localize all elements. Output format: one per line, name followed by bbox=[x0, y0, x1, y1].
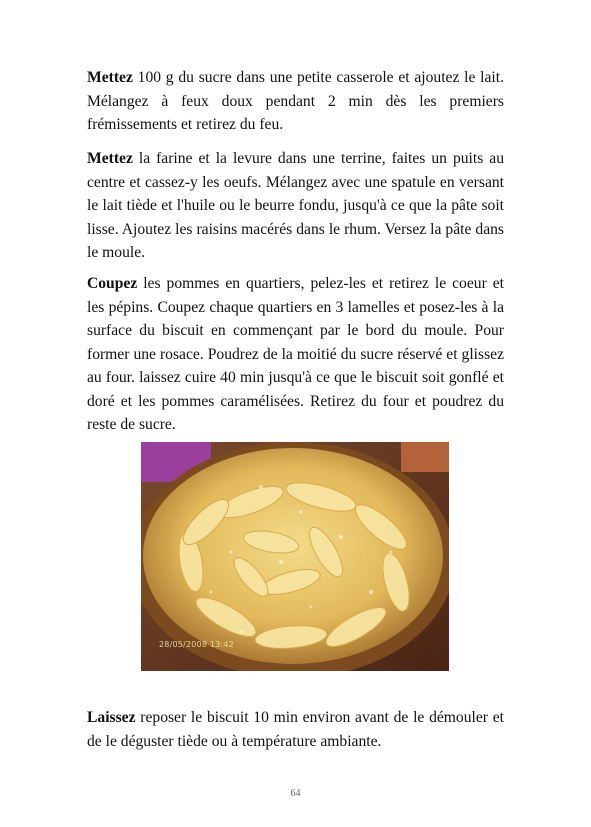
step-text: reposer le biscuit 10 min environ avant de le démouler et de le déguster tiède ou à température ambiante. bbox=[87, 709, 504, 750]
step-text: la farine et la levure dans une terrine, faites un puits au centre et cassez-y les oeufs. Mélangez avec une spatule en versant le lait tiède et l'huile ou le beurre fondu, jusqu'à ce que la pâte soit lisse. Ajoutez les raisins macérés dans le rhum. Versez la pâte dans le moule. bbox=[87, 150, 504, 261]
step-lead-word: Laissez bbox=[87, 709, 136, 726]
paragraph-step-4 bbox=[87, 706, 504, 753]
step-text: les pommes en quartiers, pelez-les et retirez le coeur et les pépins. Coupez chaque quartiers en 3 lamelles et posez-les à la surface du biscuit en commençant par le bord du moule. Pour former une rosace. Poudrez de la moitié du sucre réservé et glissez au four. laissez cuire 40 min jusqu'à ce que le biscuit soit gonflé et doré et les pommes caramélisées. Retirez du four et poudrez du reste de sucre. bbox=[87, 275, 504, 433]
apple-cake-illustration bbox=[141, 442, 449, 671]
step-lead-word: Mettez bbox=[87, 69, 133, 86]
paragraph-step-3 bbox=[87, 272, 504, 437]
step-lead-word: Mettez bbox=[87, 150, 133, 167]
apple-cake-photo bbox=[141, 442, 449, 671]
page-number: 64 bbox=[290, 788, 301, 799]
paragraph-step-2 bbox=[87, 147, 504, 265]
step-lead-word: Coupez bbox=[87, 275, 138, 292]
paragraph-step-1 bbox=[87, 66, 504, 137]
step-text: 100 g du sucre dans une petite casserole et ajoutez le lait. Mélangez à feux doux pendant 2 min dès les premiers frémissements et retirez du feu. bbox=[87, 69, 504, 133]
photo-date-stamp: 28/05/2008 13:42 bbox=[159, 640, 234, 649]
